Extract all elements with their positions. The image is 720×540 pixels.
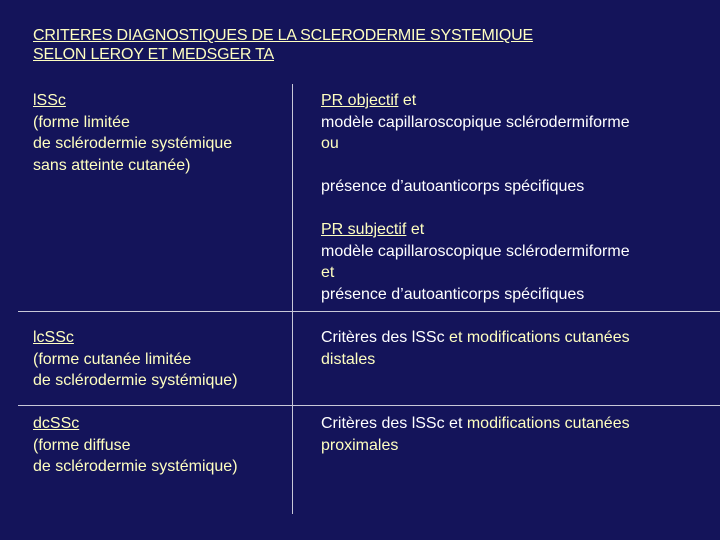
pr-subjective-line xyxy=(321,219,630,241)
lcssc-criteria-a: Critères des lSSc xyxy=(321,329,445,346)
pr-subjective-and: et xyxy=(321,264,335,281)
row-lssc-criteria xyxy=(321,90,630,305)
row-lcssc-criteria xyxy=(321,327,630,370)
title-line-1: CRITERES DIAGNOSTIQUES DE LA SCLERODERMIE SYSTEMIQUE xyxy=(33,27,533,44)
lssc-desc-2: de sclérodermie systémique xyxy=(33,135,233,152)
pr-objective-line xyxy=(321,90,630,112)
dcssc-criteria-b: et xyxy=(449,415,463,432)
pr-subjective-autoantibodies: présence d’autoanticorps spécifiques xyxy=(321,285,585,303)
lcssc-criteria-b: et xyxy=(449,329,463,346)
row-lcssc-label xyxy=(33,327,238,392)
pr-subjective-conj: et xyxy=(410,221,425,238)
dcssc-criteria-line1 xyxy=(321,413,630,435)
lcssc-desc-1: (forme cutanée limitée xyxy=(33,350,192,368)
row-dcssc-label xyxy=(33,413,238,478)
lcssc-criteria-c: modifications cutanées xyxy=(466,329,630,346)
row-dcssc-criteria xyxy=(321,413,630,456)
row-lssc-label xyxy=(33,90,232,176)
lssc-abbrev: lSSc xyxy=(33,92,66,109)
dcssc-criteria-line2: proximales xyxy=(321,436,399,454)
lcssc-abbrev: lcSSc xyxy=(33,329,74,346)
row-divider-2 xyxy=(18,405,720,406)
slide-title xyxy=(33,26,673,64)
pr-objective-conj: et xyxy=(402,92,417,109)
lssc-desc-3: sans atteinte cutanée) xyxy=(33,156,191,174)
lcssc-desc-2: de sclérodermie systémique) xyxy=(33,372,238,389)
pr-objective-capillaroscopy: modèle capillaroscopique sclérodermiforme xyxy=(321,113,630,131)
dcssc-desc-2: de sclérodermie systémique) xyxy=(33,458,238,475)
pr-objective-or: ou xyxy=(321,135,339,152)
dcssc-criteria-c: modifications cutanées xyxy=(466,415,630,432)
dcssc-criteria-a: Critères des lSSc xyxy=(321,415,445,432)
lcssc-criteria-line2: distales xyxy=(321,350,376,368)
pr-subjective-capillaroscopy: modèle capillaroscopique sclérodermiforme xyxy=(321,242,630,260)
dcssc-desc-1: (forme diffuse xyxy=(33,436,131,454)
row-divider-1 xyxy=(18,311,720,312)
lcssc-criteria-line1 xyxy=(321,327,630,349)
dcssc-abbrev: dcSSc xyxy=(33,415,80,432)
title-line-2: SELON LEROY ET MEDSGER TA xyxy=(33,46,275,63)
pr-objective-autoantibodies: présence d’autoanticorps spécifiques xyxy=(321,178,585,195)
pr-objective-title: PR objectif xyxy=(321,92,399,109)
lssc-desc-1: (forme limitée xyxy=(33,113,130,131)
column-divider xyxy=(292,84,293,514)
pr-subjective-title: PR subjectif xyxy=(321,221,407,238)
